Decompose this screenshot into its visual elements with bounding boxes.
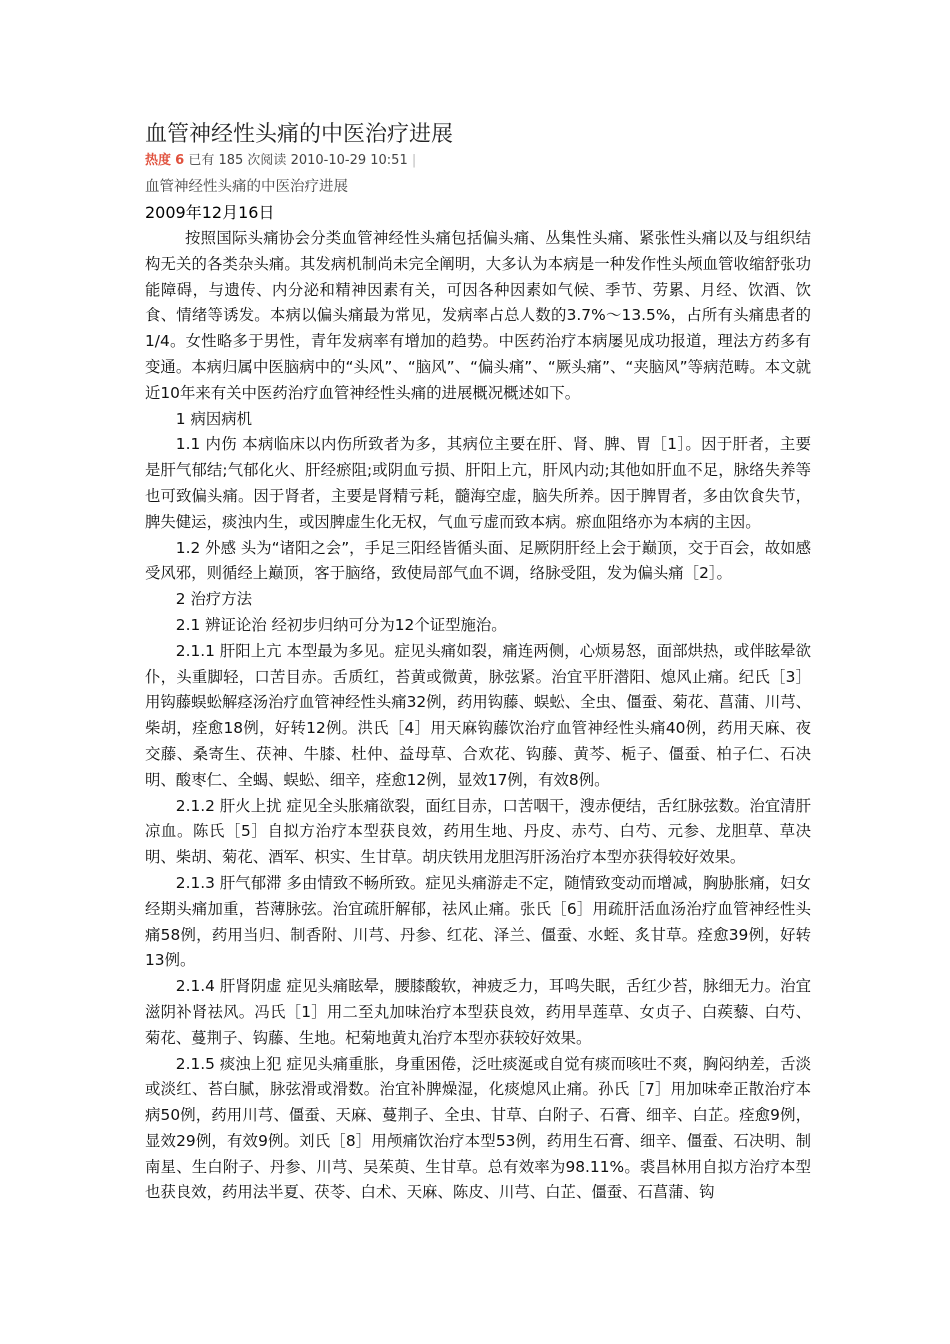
body-paragraph: 1.1 内伤 本病临床以内伤所致者为多，其病位主要在肝、肾、脾、胃［1］。因于肝者，主要是肝气郁结;气郁化火、肝经瘀阻;或阴血亏损、肝阳上亢，肝风内动;其他如肝血不足，脉络失养等也可致偏头痛。因于肾者，主要是肾精亏耗，髓海空虚，脑失所养。因于脾胃者，多由饮食失节，脾失健运，痰浊内生，或因脾虚生化无权，气血亏虚而致本病。瘀血阻络亦为本病的主因。 (145, 435, 811, 531)
body-paragraph: 2.1.2 肝火上扰 症见全头胀痛欲裂，面红目赤，口苦咽干，溲赤便结，舌红脉弦数。治宜清肝凉血。陈氏［5］自拟方治疗本型获良效，药用生地、丹皮、赤芍、白芍、元参、龙胆草、草决明、柴胡、菊花、酒军、枳实、生甘草。胡庆铁用龙胆泻肝汤治疗本型亦获得较好效果。 (145, 796, 811, 867)
body-paragraph: 2.1 辨证论治 经初步归纳可分为12个证型施治。 (175, 615, 507, 634)
intro-paragraph: 按照国际头痛协会分类血管神经性头痛包括偏头痛、丛集性头痛、紧张性头痛以及与组织结构无关的各类杂头痛。其发病机制尚未完全阐明，大多认为本病是一种发作性头颅血管收缩舒张功能障碍，与遗传、内分泌和精神因素有关，可因各种因素如气候、季节、劳累、月经、饮酒、饮食、情绪等诱发。本病以偏头痛最为常见，发病率占总人数的3.7%～13.5%，占所有头痛患者的1/4。女性略多于男性，青年发病率有增加的趋势。中医药治疗本病屡见成功报道，理法方药多有变通。本病归属中医脑病中的“头风”、“脑风”、“偏头痛”、“厥头痛”、“夹脑风”等病范畴。本文就近10年来有关中医药治疗血管神经性头痛的进展概况概述如下。 (145, 229, 811, 402)
read-count: 已有 185 次阅读 (188, 153, 287, 168)
body-paragraph: 2.1.4 肝肾阴虚 症见头痛眩晕，腰膝酸软，神疲乏力，耳鸣失眠，舌红少苔，脉细无力。治宜滋阴补肾祛风。冯氏［1］用二至丸加味治疗本型获良效，药用旱莲草、女贞子、白蒺藜、白芍、菊花、蔓荆子、钩藤、生地。杞菊地黄丸治疗本型亦获较好效果。 (145, 977, 811, 1047)
heat-label: 热度 (145, 153, 172, 168)
article-date: 2009年12月16日 (145, 203, 275, 222)
article-meta (145, 152, 416, 170)
body-paragraph: 2.1.3 肝气郁滞 多由情致不畅所致。症见头痛游走不定，随情致变动而增减，胸胁胀痛，妇女经期头痛加重，苔薄脉弦。治宜疏肝解郁，祛风止痛。张氏［6］用疏肝活血汤治疗血管神经性头痛58例，药用当归、制香附、川芎、丹参、红花、泽兰、僵蚕、水蛭、炙甘草。痊愈39例，好转13例。 (145, 873, 811, 970)
body-paragraph: 2.1.1 肝阳上亢 本型最为多见。症见头痛如裂，痛连两侧，心烦易怒，面部烘热，或伴眩晕欲仆，头重脚轻，口苦目赤。舌质红，苔黄或微黄，脉弦紧。治宜平肝潜阳、熄风止痛。纪氏［3］用钩藤蜈蚣解痉汤治疗血管神经性头痛32例，药用钩藤、蜈蚣、全虫、僵蚕、菊花、菖蒲、川芎、柴胡，痊愈18例，好转12例。洪氏［4］用天麻钩藤饮治疗血管神经性头痛40例，药用天麻、夜交藤、桑寄生、茯神、牛膝、杜仲、益母草、合欢花、钩藤、黄芩、栀子、僵蚕、柏子仁、石决明、酸枣仁、全蝎、蜈蚣、细辛，痊愈12例，显效17例，有效8例。 (145, 641, 811, 789)
body-paragraph: 2.1.5 痰浊上犯 症见头痛重胀，身重困倦，泛吐痰涎或自觉有痰而咳吐不爽，胸闷纳差，舌淡或淡红、苔白腻，脉弦滑或滑数。治宜补脾燥湿，化痰熄风止痛。孙氏［7］用加味牵正散治疗本病50例，药用川芎、僵蚕、天麻、蔓荆子、全虫、甘草、白附子、石膏、细辛、白芷。痊愈9例，显效29例，有效9例。刘氏［8］用颅痛饮治疗本型53例，药用生石膏、细辛、僵蚕、石决明、制南星、生白附子、丹参、川芎、吴茱萸、生甘草。总有效率为98.11%。裘昌林用自拟方治疗本型也获良效，药用法半夏、茯苓、白术、天麻、陈皮、川芎、白芷、僵蚕、石菖蒲、钩 (145, 1054, 811, 1202)
section-heading: 1 病因病机 (175, 409, 253, 428)
section-heading: 2 治疗方法 (175, 590, 253, 609)
article-title: 血管神经性头痛的中医治疗进展 (145, 122, 454, 147)
body-paragraph: 1.2 外感 头为“诸阳之会”，手足三阳经皆循头面、足厥阴肝经上会于巅顶，交于百会，故如感受风邪，则循经上巅顶，客于脑络，致使局部气血不调，络脉受阻，发为偏头痛［2］。 (145, 538, 811, 583)
post-datetime: 2010-10-29 10:51 (290, 153, 408, 168)
article-body (145, 226, 811, 1206)
article-subtitle: 血管神经性头痛的中医治疗进展 (145, 179, 348, 195)
heat-value: 6 (175, 153, 185, 168)
meta-separator: | (411, 153, 417, 168)
